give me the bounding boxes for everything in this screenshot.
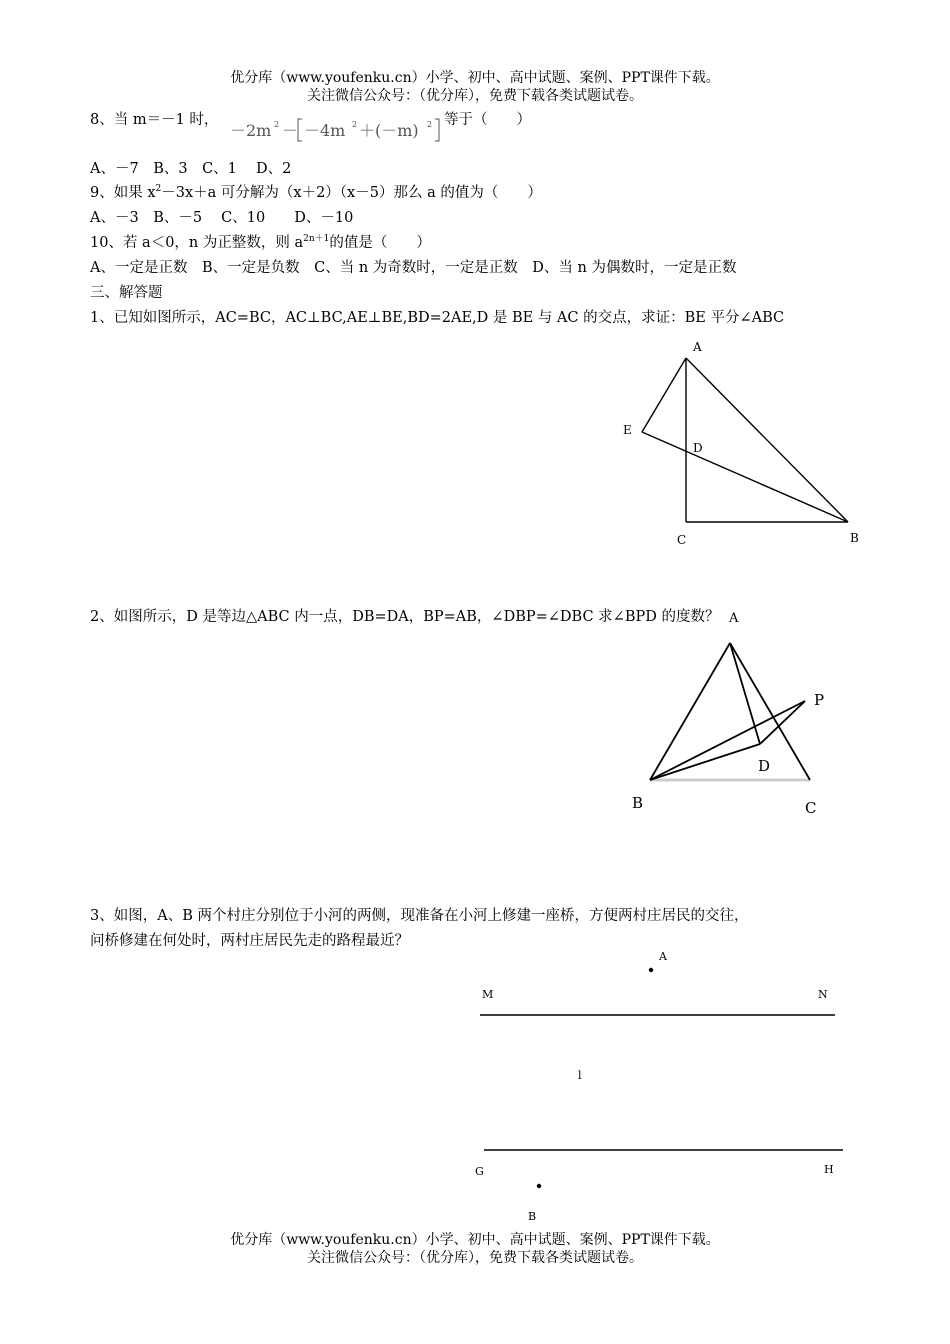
q10-stem-exponent: 2n＋1 [303, 234, 330, 245]
p2-label-b: B [632, 794, 644, 812]
header-line-2: 关注微信公众号：（优分库），免费下载各类试题试卷。 [307, 88, 643, 104]
q10-stem-b: 的值是（ ） [329, 235, 431, 251]
q8-options: A、－7 B、3 C、1 D、2 [90, 161, 292, 177]
q10-options: A、一定是正数 B、一定是负数 C、当 n 为奇数时，一定是正数 D、当 n 为偶数时，一定是正数 [90, 260, 737, 276]
p3-village-a-dot [649, 968, 653, 972]
p2-label-c: C [805, 799, 817, 817]
p3-text-line-1: 3、如图，A、B 两个村庄分别位于小河的两侧，现准备在小河上修建一座桥，方便两村庄居民的交往， [90, 908, 749, 924]
p3-label-h: H [824, 1163, 834, 1176]
p3-labels [475, 950, 834, 1223]
q8-formula-minus: － [282, 121, 299, 140]
p3-figure [480, 968, 843, 1188]
footer-line-2: 关注微信公众号：（优分库），免费下载各类试题试卷。 [307, 1250, 643, 1266]
header-line-1: 优分库（www.youfenku.cn）小学、初中、高中试题、案例、PPT课件下载。 [230, 70, 720, 86]
q8-prefix: 8、当 m＝－1 时， [90, 112, 219, 128]
p2-label-p: P [814, 691, 825, 709]
p1-segment-ae [642, 358, 686, 432]
p3-label-n: N [818, 988, 828, 1001]
p2-segment-ad [730, 643, 760, 744]
p1-text: 1、已知如图所示，AC=BC，AC⊥BC,AE⊥BE,BD=2AE,D 是 BE 与 AC 的交点，求证：BE 平分∠ABC [90, 310, 785, 326]
q8-suffix: 等于（ ） [444, 112, 531, 128]
page-footer [0, 1231, 950, 1267]
p2-segment-bd [650, 744, 760, 780]
q9-options: A、－3 B、－5 C、10 D、－10 [90, 210, 354, 226]
q8-formula-plus: ＋ [359, 121, 376, 140]
p1-label-d: D [693, 441, 703, 455]
q10-stem-a: 10、若 a＜0，n 为正整数，则 a [90, 235, 304, 251]
q8-formula-exp3: 2 [427, 120, 433, 129]
p1-label-c: C [677, 533, 687, 547]
p2-figure [650, 643, 810, 780]
p3-label-b: B [528, 1210, 537, 1223]
p1-label-e: E [623, 423, 632, 437]
p1-label-a: A [693, 340, 702, 354]
p1-segment-eb [642, 432, 848, 522]
p3-label-g: G [475, 1165, 484, 1178]
p1-figure [642, 358, 848, 522]
p1-labels [623, 340, 859, 547]
q8-formula-exp2: 2 [352, 120, 358, 129]
p1-label-b: B [850, 531, 859, 545]
q8-formula-term3: (－m) [375, 121, 419, 140]
p3-village-b-dot [537, 1184, 541, 1188]
q9-stem-a: 9、如果 x [90, 185, 156, 201]
p3-label-a: A [659, 950, 667, 963]
q8-formula-exp1: 2 [274, 120, 280, 129]
p2-text: 2、如图所示，D 是等边△ABC 内一点，DB=DA，BP=AB，∠DBP=∠DBC 求∠BPD 的度数？ [90, 609, 720, 625]
p2-label-a: A [729, 611, 739, 626]
p1-segment-ab [686, 358, 848, 522]
p3-label-l: l [578, 1069, 582, 1082]
q8-formula-term1: －2m [230, 121, 272, 140]
q9-stem-exponent: 2 [155, 184, 162, 195]
q8-formula-term2: －4m [304, 121, 346, 140]
p2-label-d: D [758, 757, 771, 775]
p2-labels [632, 611, 824, 817]
section-title: 三、解答题 [90, 285, 163, 301]
p3-text-line-2: 问桥修建在何处时，两村庄居民先走的路程最近？ [90, 933, 409, 949]
p3-label-m: M [482, 988, 494, 1001]
q9-stem-b: －3x＋a 可分解为（x＋2）（x－5）那么 a 的值为（ ） [161, 185, 542, 201]
footer-line-1: 优分库（www.youfenku.cn）小学、初中、高中试题、案例、PPT课件下载。 [230, 1232, 720, 1248]
